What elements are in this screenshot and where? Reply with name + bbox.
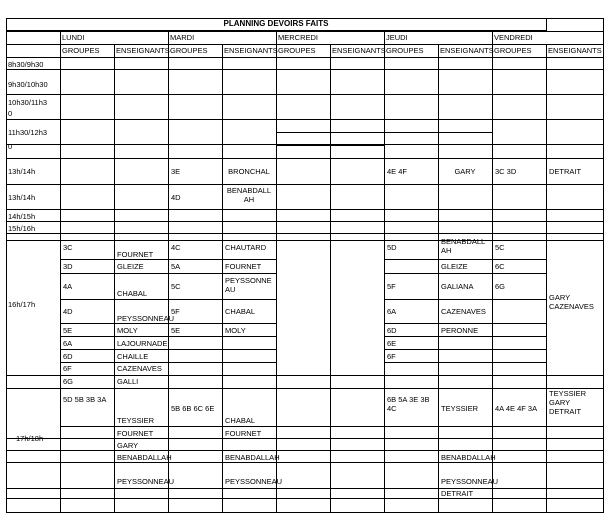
teacher-cell: GLEIZE — [441, 262, 468, 271]
teacher-cell: GARY — [454, 167, 476, 176]
group-cell: 5C — [171, 282, 181, 291]
teacher-cell: PEYSSONNEAU — [225, 477, 283, 486]
col-header-enseignants-lundi: ENSEIGNANTS — [116, 46, 170, 55]
group-cell: 5F — [387, 282, 396, 291]
grid-line — [6, 18, 7, 513]
group-cell: 5E — [63, 326, 73, 335]
grid-line — [60, 488, 604, 489]
grid-line — [222, 44, 223, 513]
time-slot: 11h30/12h3 — [8, 128, 48, 137]
col-header-groupes-mercredi: GROUPES — [278, 46, 316, 55]
teacher-cell: MOLY — [117, 326, 138, 335]
col-header-groupes-mardi: GROUPES — [170, 46, 208, 55]
grid-line — [276, 30, 277, 513]
teacher-cell: GARY — [117, 441, 139, 450]
group-cell: 4D — [63, 307, 73, 316]
grid-line — [384, 273, 547, 274]
grid-line — [6, 184, 604, 185]
grid-line — [60, 438, 604, 439]
group-cell: 6B 5A 3E 3B 4C — [387, 395, 430, 413]
grid-line — [384, 349, 547, 350]
grid-line — [6, 119, 604, 120]
group-cell: 3C 3D — [495, 167, 517, 176]
grid-line — [603, 18, 604, 513]
grid-line — [384, 323, 547, 324]
teacher-cell: TEYSSIER GARY DETRAIT — [549, 389, 587, 416]
grid-line — [384, 362, 547, 363]
teacher-cell: PEYSSONNEAU — [441, 477, 499, 486]
teacher-cell: GALIANA — [441, 282, 474, 291]
col-header-enseignants-jeudi: ENSEIGNANTS — [440, 46, 494, 55]
group-cell: 6E — [387, 339, 397, 348]
teacher-cell: TEYSSIER — [441, 404, 479, 413]
grid-line — [114, 44, 115, 513]
teacher-cell: CHAUTARD — [225, 243, 267, 252]
time-slot: 0 — [8, 109, 13, 118]
time-slot: 10h30/11h3 — [8, 98, 48, 107]
teacher-cell: BENABDALLAH — [117, 453, 172, 462]
group-cell: 5C — [495, 243, 505, 252]
grid-line — [168, 30, 169, 513]
grid-line — [384, 259, 547, 260]
group-cell: 5E — [171, 326, 181, 335]
group-cell: 5D — [387, 243, 397, 252]
grid-line — [6, 233, 604, 234]
time-slot: 13h/14h — [8, 193, 36, 202]
time-slot: 0 — [8, 142, 13, 151]
col-header-enseignants-mardi: ENSEIGNANTS — [224, 46, 278, 55]
teacher-cell: GLEIZE — [117, 262, 144, 271]
teacher-cell: FOURNET — [225, 429, 262, 438]
teacher-cell: PEYSSONNE AU — [225, 276, 272, 294]
time-slot: 13h/14h — [8, 167, 36, 176]
group-cell: 6D — [63, 352, 73, 361]
group-cell: 6C — [495, 262, 505, 271]
grid-line — [6, 240, 604, 241]
group-cell: 6G — [63, 377, 74, 386]
col-header-groupes-lundi: GROUPES — [62, 46, 100, 55]
group-cell: 6A — [387, 307, 397, 316]
group-cell: 5D 5B 3B 3A — [63, 395, 107, 404]
time-slot: 17h/18h — [16, 434, 44, 443]
table-title: PLANNING DEVOIRS FAITS — [223, 19, 329, 28]
grid-line — [60, 462, 604, 463]
day-header-mercredi: MERCREDI — [278, 33, 319, 42]
grid-line — [60, 30, 61, 513]
group-cell: 6G — [495, 282, 506, 291]
teacher-cell: DETRAIT — [549, 167, 582, 176]
teacher-cell: CHABAL — [117, 289, 148, 298]
time-slot: 9h30/10h30 — [8, 80, 48, 89]
group-cell: 4A — [63, 282, 73, 291]
grid-line — [60, 426, 604, 427]
group-cell: 4E 4F — [387, 167, 408, 176]
teacher-cell: BENABDALLAH — [225, 453, 280, 462]
grid-line — [6, 209, 604, 210]
grid-line — [6, 158, 604, 159]
grid-line — [384, 336, 547, 337]
grid-line — [330, 44, 331, 513]
teacher-cell: GARY CAZENAVES — [549, 293, 594, 311]
group-cell: 4C — [171, 243, 181, 252]
group-cell: 5A — [171, 262, 181, 271]
group-cell: 5F — [171, 307, 180, 316]
teacher-cell: DETRAIT — [441, 489, 474, 498]
group-cell: 4D — [171, 193, 181, 202]
teacher-cell: FOURNET — [117, 429, 154, 438]
grid-line — [438, 44, 439, 513]
teacher-cell: PEYSSONNEAU — [117, 314, 175, 323]
teacher-cell: BENABDALL AH — [441, 237, 485, 255]
grid-line — [6, 512, 604, 513]
teacher-cell: BENABDALL AH — [226, 186, 272, 204]
teacher-cell: FOURNET — [225, 262, 262, 271]
teacher-cell: LAJOURNADE — [117, 339, 168, 348]
grid-line — [6, 375, 604, 376]
col-header-enseignants-vendredi: ENSEIGNANTS — [548, 46, 602, 55]
day-header-vendredi: VENDREDI — [494, 33, 533, 42]
group-cell: 3E — [171, 167, 181, 176]
day-header-mardi: MARDI — [170, 33, 195, 42]
teacher-cell: CHAILLE — [117, 352, 149, 361]
teacher-cell: GALLI — [117, 377, 139, 386]
grid-line — [60, 44, 604, 45]
time-slot: 8h30/9h30 — [8, 60, 44, 69]
grid-line — [6, 31, 604, 32]
teacher-cell: BENABDALLAH — [441, 453, 496, 462]
grid-line — [6, 498, 604, 499]
day-header-lundi: LUNDI — [62, 33, 85, 42]
grid-line — [546, 18, 547, 31]
col-header-enseignants-mercredi: ENSEIGNANTS — [332, 46, 386, 55]
col-header-groupes-vendredi: GROUPES — [494, 46, 532, 55]
teacher-cell: TEYSSIER — [117, 416, 155, 425]
teacher-cell: CAZENAVES — [117, 364, 162, 373]
grid-line — [546, 44, 547, 513]
teacher-cell: FOURNET — [117, 250, 154, 259]
col-header-groupes-jeudi: GROUPES — [386, 46, 424, 55]
time-slot: 16h/17h — [8, 300, 36, 309]
teacher-cell: CAZENAVES — [441, 307, 486, 316]
teacher-cell: CHABAL — [225, 307, 256, 316]
teacher-cell: BRONCHAL — [228, 167, 270, 176]
group-cell: 4A 4E 4F 3A — [495, 404, 538, 413]
group-cell: 6F — [387, 352, 396, 361]
group-cell: 3D — [63, 262, 73, 271]
grid-line — [6, 57, 604, 58]
time-slot: 14h/15h — [8, 212, 36, 221]
grid-line — [6, 388, 604, 389]
teacher-cell: MOLY — [225, 326, 246, 335]
grid-line — [6, 221, 604, 222]
time-slot: 15h/16h — [8, 224, 36, 233]
group-cell: 6F — [63, 364, 72, 373]
teacher-cell: CHABAL — [225, 416, 256, 425]
teacher-cell: PEYSSONNEAU — [117, 477, 175, 486]
grid-line — [6, 94, 604, 95]
group-cell: 3C — [63, 243, 73, 252]
teacher-cell: PERONNE — [441, 326, 479, 335]
grid-line — [384, 299, 547, 300]
grid-line — [492, 30, 493, 513]
grid-line — [6, 69, 604, 70]
group-cell: 6A — [63, 339, 73, 348]
group-cell: 6D — [387, 326, 397, 335]
grid-line — [60, 450, 604, 451]
day-header-jeudi: JEUDI — [386, 33, 408, 42]
group-cell: 5B 6B 6C 6E — [171, 404, 215, 413]
grid-line — [384, 30, 385, 513]
